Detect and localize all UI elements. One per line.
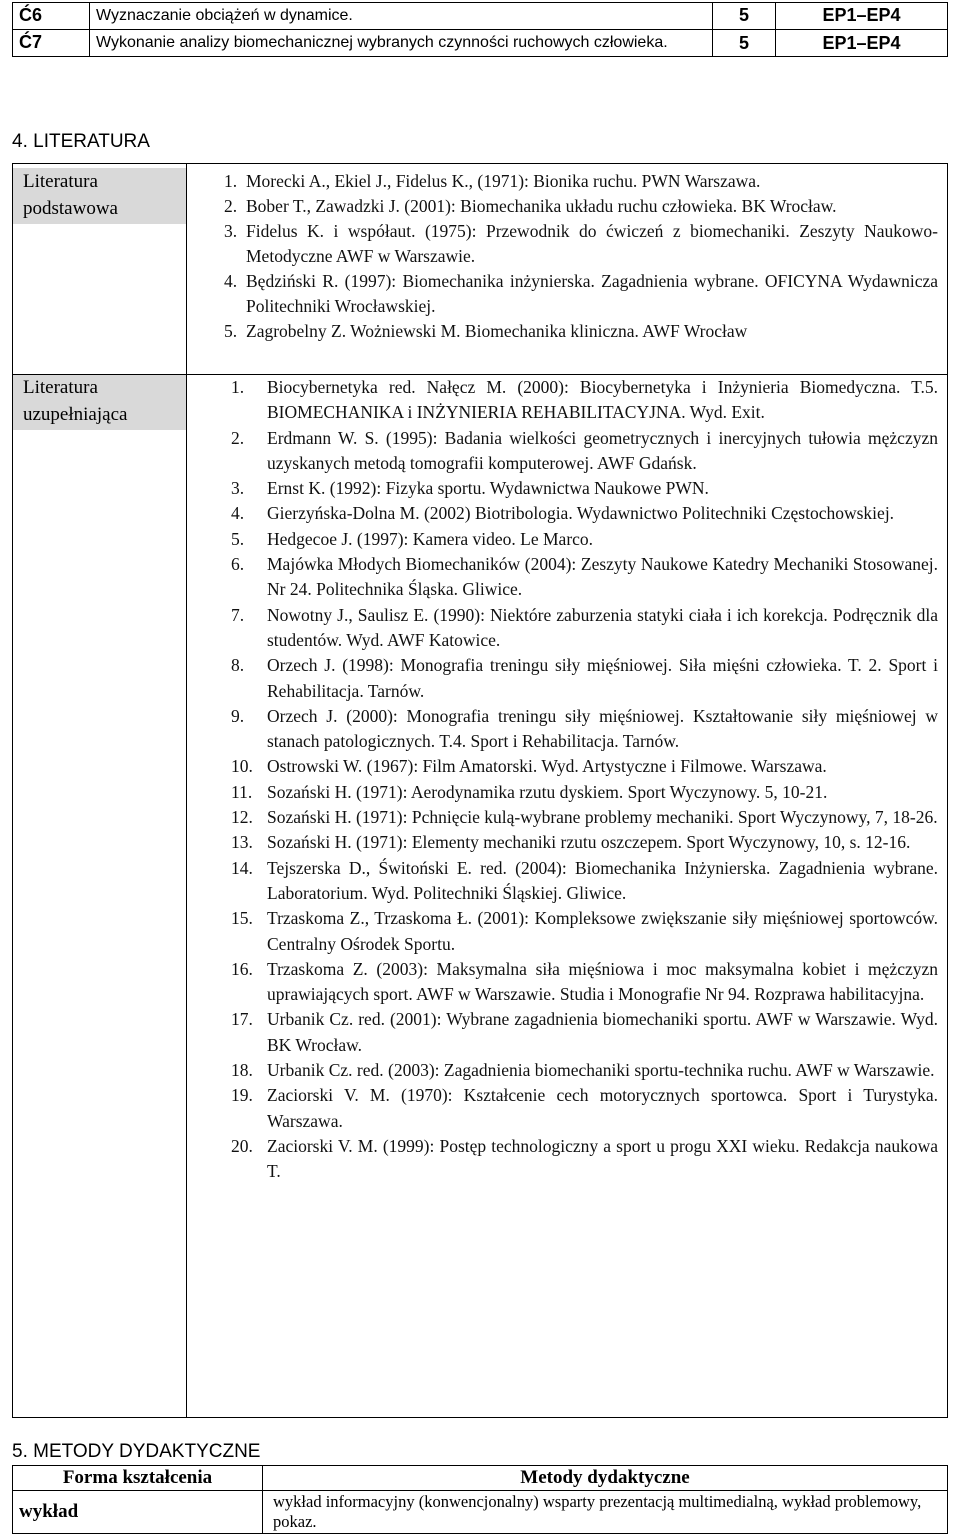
item-text: Zaciorski V. M. (1999): Postęp technologiczny a sport u progu XXI wieku. Redakcja naukowa T. — [267, 1135, 938, 1182]
item-text: Ernst K. (1992): Fizyka sportu. Wydawnictwa Naukowe PWN. — [267, 478, 709, 499]
supplementary-literature-list — [231, 375, 938, 1185]
list-item — [231, 527, 938, 552]
item-text: Będziński R. (1997): Biomechanika inżynierska. Zagadnienia wybrane. OFICYNA Wydawnicza Politechniki Wrocławskiej. — [246, 271, 938, 316]
item-text: Biocybernetyka red. Nałęcz M. (2000): Biocybernetyka i Inżynieria Biomedyczna. T.5. BIOMECHANIKA i INŻYNIERIA REHABILITACYJNA. Wyd. Exit. — [267, 377, 938, 423]
item-text: Morecki A., Ekiel J., Fidelus K., (1971): Bionika ruchu. PWN Warszawa. — [246, 171, 761, 191]
row-hours: 5 — [713, 3, 776, 30]
table-row — [13, 3, 948, 30]
item-number: 13. — [231, 832, 253, 853]
item-text: Gierzyńska-Dolna M. (2002) Biotribologia. Wydawnictwo Politechniki Częstochowskiej. — [267, 503, 895, 524]
item-number: 3. — [224, 221, 238, 241]
row-effects: EP1–EP4 — [776, 3, 948, 30]
item-number: 2. — [231, 427, 245, 448]
item-number: 2. — [224, 196, 238, 216]
item-number: 8. — [231, 655, 245, 676]
methods-title: 5. METODY DYDAKTYCZNE — [12, 1441, 261, 1462]
table-row — [13, 30, 948, 57]
item-number: 1. — [224, 171, 238, 191]
effects-table — [12, 2, 948, 57]
item-text: Orzech J. (2000): Monografia treningu siły mięśniowej. Kształtowanie siły mięśniowej w stanach patologicznych. T.4. Sport i Rehabilitacja. Tarnów. — [267, 705, 938, 752]
item-text: Sozański H. (1971): Elementy mechaniki rzutu oszczepem. Sport Wyczynowy, 10, s. 12-16. — [267, 832, 911, 853]
item-text: Orzech J. (1998): Monografia treningu siły mięśniowej. Siła mięśni człowieka. T. 2. Sport i Rehabilitacja. Tarnów. — [267, 655, 938, 701]
item-number: 4. — [224, 271, 238, 291]
header-methods: Metody dydaktyczne — [263, 1466, 948, 1491]
table-row — [13, 1491, 948, 1534]
row-description: Wykonanie analizy biomechanicznej wybranych czynności ruchowych człowieka. — [90, 30, 713, 57]
item-number: 4. — [231, 503, 245, 524]
item-text: Ostrowski W. (1967): Film Amatorski. Wyd. Artystyczne i Filmowe. Warszawa. — [267, 756, 827, 777]
list-item — [224, 169, 938, 194]
item-number: 3. — [231, 478, 245, 499]
item-number: 1. — [231, 377, 245, 397]
item-text: Trzaskoma Z. (2003): Maksymalna siła mięśniowa i moc maksymalna kobiet i mężczyzn uprawiających sport. AWF w Warszawie. Studia i Monografie Nr 94. Rozprawa habilitacyjna. — [267, 958, 938, 1005]
basic-literature-list — [224, 169, 938, 344]
list-item — [231, 906, 938, 957]
list-item — [231, 476, 938, 501]
list-item — [224, 269, 938, 319]
item-number: 6. — [231, 554, 245, 575]
list-item — [231, 805, 938, 830]
list-item — [224, 219, 938, 269]
item-number: 16. — [231, 958, 253, 979]
item-text: Erdmann W. S. (1995): Badania wielkości geometrycznych i inercyjnych tułowia mężczyzn uzyskanych metodą tomografii komputerowej. AWF Gdańsk. — [267, 427, 938, 473]
list-item — [231, 375, 938, 426]
form-cell: wykład — [13, 1491, 263, 1534]
row-code: Ć6 — [13, 3, 90, 30]
list-item — [231, 704, 938, 755]
list-item — [231, 1134, 938, 1185]
item-text: Bober T., Zawadzki J. (2001): Biomechanika układu ruchu człowieka. BK Wrocław. — [246, 196, 837, 216]
list-item — [231, 856, 938, 907]
list-item — [224, 194, 938, 219]
column-divider — [186, 163, 187, 1418]
item-text: Trzaskoma Z., Trzaskoma Ł. (2001): Kompleksowe zwiększanie siły mięśniowej sportowców. Centralny Ośrodek Sportu. — [267, 908, 938, 954]
item-number: 14. — [231, 857, 253, 878]
list-item — [224, 319, 938, 344]
item-text: Majówka Młodych Biomechaników (2004): Zeszyty Naukowe Katedry Mechaniki Stosowanej. Nr 24. Politechnika Śląska. Gliwice. — [267, 554, 938, 600]
list-item — [231, 1083, 938, 1134]
item-text: Zaciorski V. M. (1970): Kształcenie cech motorycznych sportowca. Sport i Turystyka. Warszawa. — [267, 1085, 938, 1131]
header-form: Forma kształcenia — [13, 1466, 263, 1491]
item-number: 11. — [231, 781, 253, 802]
literature-title: 4. LITERATURA — [12, 131, 150, 152]
table-header-row — [13, 1466, 948, 1491]
item-number: 7. — [231, 604, 245, 625]
item-number: 18. — [231, 1060, 253, 1081]
item-number: 10. — [231, 756, 253, 777]
methods-cell: wykład informacyjny (konwencjonalny) wsparty prezentacją multimedialną, wykład problemowy, pokaz. — [263, 1491, 948, 1534]
item-number: 17. — [231, 1009, 253, 1030]
list-item — [231, 957, 938, 1008]
item-text: Zagrobelny Z. Wożniewski M. Biomechanika kliniczna. AWF Wrocław — [246, 321, 748, 341]
list-item — [231, 780, 938, 805]
row-code: Ć7 — [13, 30, 90, 57]
row-hours: 5 — [713, 30, 776, 57]
item-text: Urbanik Cz. red. (2001): Wybrane zagadnienia biomechaniki sportu. AWF w Warszawie. Wyd. BK Wrocław. — [267, 1009, 938, 1055]
item-number: 20. — [231, 1135, 253, 1156]
item-number: 5. — [231, 528, 245, 549]
item-text: Nowotny J., Saulisz E. (1990): Niektóre zaburzenia statyki ciała i ich korekcja. Podręcznik dla studentów. Wyd. AWF Katowice. — [267, 604, 938, 650]
item-text: Fidelus K. i współaut. (1975): Przewodnik do ćwiczeń z biomechaniki. Zeszyty Naukowo-Metodyczne AWF w Warszawie. — [246, 221, 938, 266]
item-number: 12. — [231, 807, 253, 828]
list-item — [231, 1007, 938, 1058]
methods-table — [12, 1465, 948, 1534]
list-item — [231, 603, 938, 654]
item-number: 19. — [231, 1085, 253, 1106]
list-item — [231, 552, 938, 603]
row-description: Wyznaczanie obciążeń w dynamice. — [90, 3, 713, 30]
item-text: Hedgecoe J. (1997): Kamera video. Le Marco. — [267, 528, 594, 549]
list-item — [231, 653, 938, 704]
list-item — [231, 830, 938, 855]
item-number: 5. — [224, 321, 238, 341]
item-number: 9. — [231, 705, 245, 726]
basic-literature-label: Literatura podstawowa — [13, 168, 186, 224]
item-text: Sozański H. (1971): Pchnięcie kulą-wybrane problemy mechaniki. Sport Wyczynowy, 7, 18-26. — [267, 807, 938, 828]
list-item — [231, 754, 938, 779]
list-item — [231, 1058, 938, 1083]
list-item — [231, 426, 938, 477]
item-text: Tejszerska D., Świtoński E. red. (2004): Biomechanika Inżynierska. Zagadnienia wybrane. Laboratorium. Wyd. Politechniki Śląskiej. Gliwice. — [267, 857, 938, 903]
item-number: 15. — [231, 908, 253, 929]
item-text: Sozański H. (1971): Aerodynamika rzutu dyskiem. Sport Wyczynowy. 5, 10-21. — [267, 781, 828, 802]
supplementary-literature-label: Literatura uzupełniająca — [13, 374, 186, 430]
item-text: Urbanik Cz. red. (2003): Zagadnienia biomechaniki sportu-technika ruchu. AWF w Warszawie. — [267, 1060, 935, 1081]
list-item — [231, 501, 938, 526]
row-effects: EP1–EP4 — [776, 30, 948, 57]
